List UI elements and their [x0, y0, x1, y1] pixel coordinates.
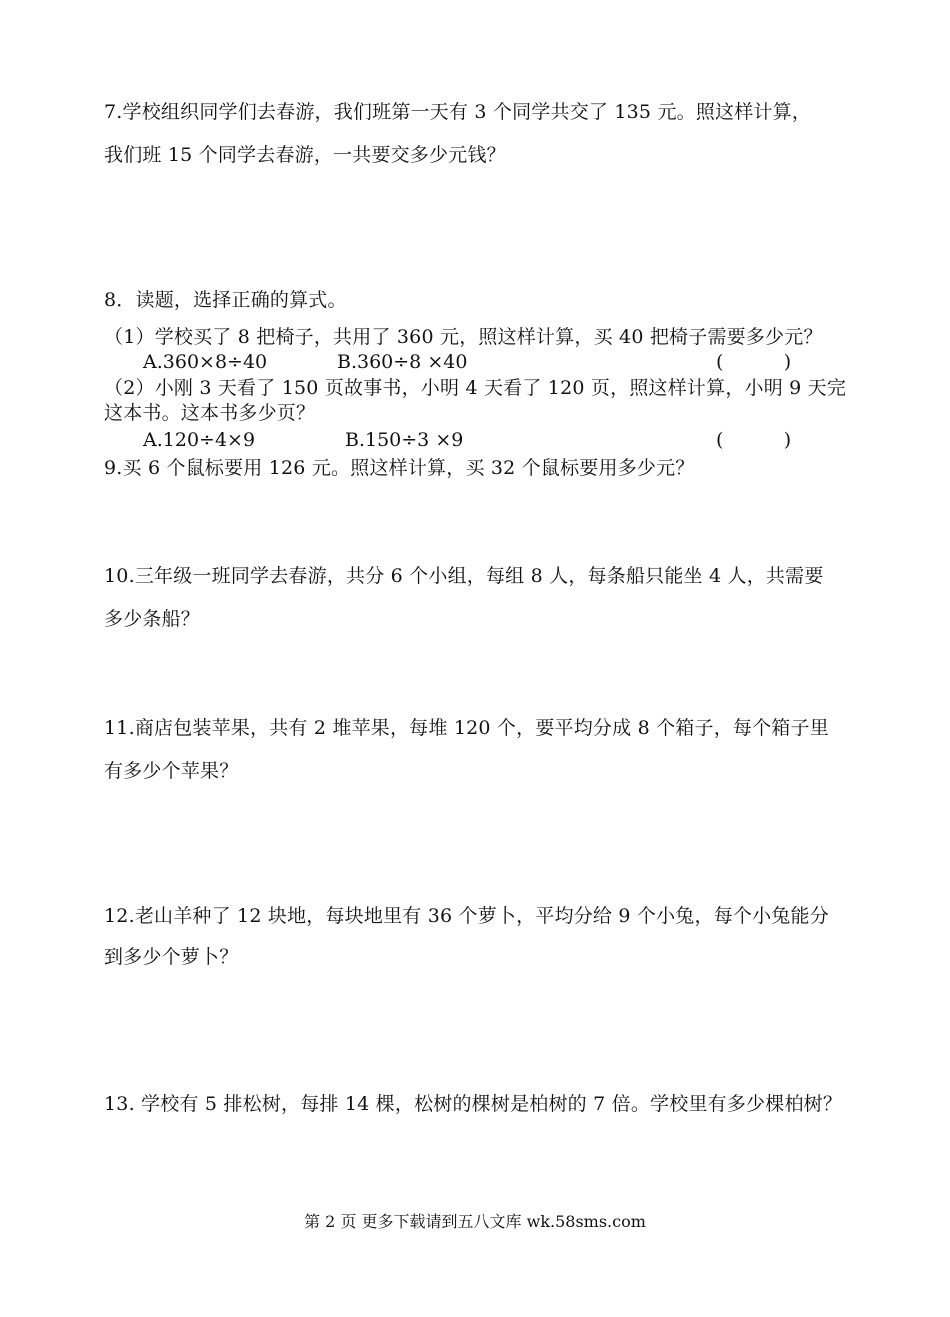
q11-line1: 11.商店包装苹果，共有 2 堆苹果，每堆 120 个，要平均分成 8 个箱子，每个箱子里 [104, 717, 829, 739]
q7-line1: 7.学校组织同学们去春游，我们班第一天有 3 个同学共交了 135 元。照这样计算， [104, 101, 812, 123]
q8-part2-line2: 这本书。这本书多少页？ [104, 402, 316, 424]
q8-title: 8．读题，选择正确的算式。 [104, 289, 347, 311]
q8-part1-option-a: A.360×8÷40 [143, 351, 268, 373]
q8-part2-option-b: B.150÷3 ×9 [345, 429, 464, 451]
q8-part2-option-a: A.120÷4×9 [143, 429, 256, 451]
q12-line1: 12.老山羊种了 12 块地，每块地里有 36 个萝卜，平均分给 9 个小兔，每个小兔能分 [104, 905, 829, 927]
q8-part2-line1: （2）小刚 3 天看了 150 页故事书，小明 4 天看了 120 页，照这样计算，小明 9 天完 [104, 377, 847, 399]
q8-part1-option-b: B.360÷8 ×40 [337, 351, 468, 373]
q8-part2-answer-paren: ( ) [716, 429, 792, 451]
q12-line2: 到多少个萝卜？ [104, 946, 239, 968]
q11-line2: 有多少个苹果？ [104, 760, 239, 782]
q10-line2: 多少条船？ [104, 608, 201, 630]
q8-part1-text: （1）学校买了 8 把椅子，共用了 360 元，照这样计算，买 40 把椅子需要多少元？ [104, 326, 823, 348]
page-footer: 第 2 页 更多下载请到五八文库 wk.58sms.com [304, 1212, 646, 1231]
q8-part1-answer-paren: ( ) [716, 351, 792, 373]
q7-line2: 我们班 15 个同学去春游，一共要交多少元钱？ [104, 144, 506, 166]
q9-line1: 9.买 6 个鼠标要用 126 元。照这样计算，买 32 个鼠标要用多少元？ [104, 457, 695, 479]
q13-line1: 13. 学校有 5 排松树，每排 14 棵，松树的棵树是柏树的 7 倍。学校里有多少棵柏树？ [104, 1093, 843, 1115]
q10-line1: 10.三年级一班同学去春游，共分 6 个小组，每组 8 人，每条船只能坐 4 人，共需要 [104, 565, 824, 587]
